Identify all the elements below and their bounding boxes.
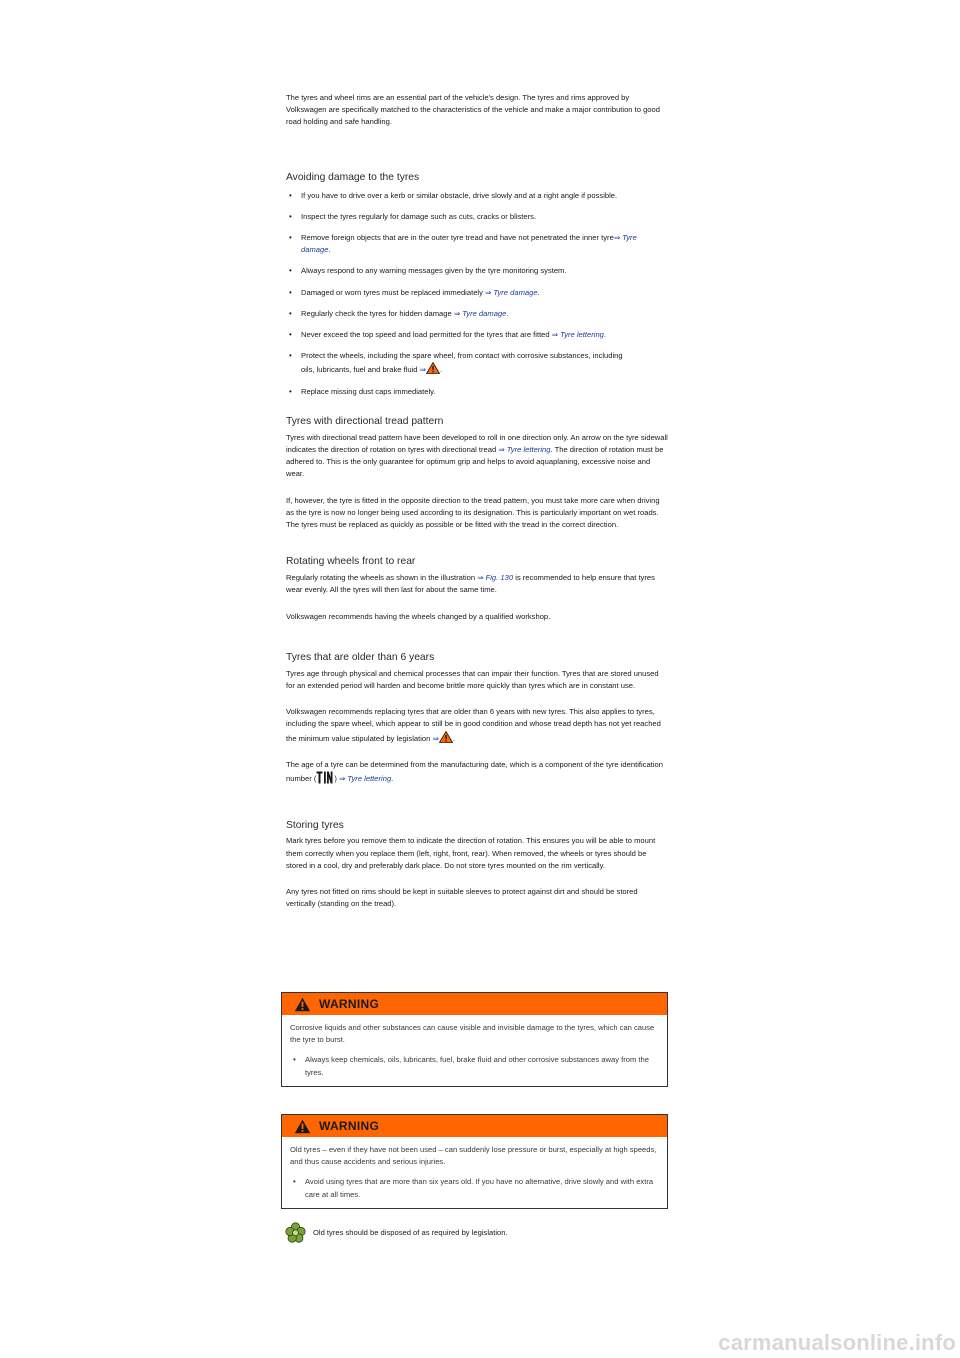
avoid-heading: Avoiding damage to the tyres xyxy=(286,171,420,183)
list-item: • Always keep chemicals, oils, lubricants, fuel, brake fluid and other corrosive substances away from the tyres. xyxy=(290,1054,659,1078)
warning-triangle-icon[interactable] xyxy=(439,731,453,743)
warning-header xyxy=(282,1115,667,1137)
storing-paragraph-2: Any tyres not fitted on rims should be kept in suitable sleeves to protect against dirt and should be stored vertically (standing on the tread). xyxy=(286,886,638,909)
directional-heading: Tyres with directional tread pattern xyxy=(286,415,444,427)
list-item: • Replace missing dust caps immediately. xyxy=(286,386,668,398)
warning-text: Corrosive liquids and other substances can cause visible and invisible damage to the tyres, which can cause the tyre to burst. xyxy=(290,1023,655,1045)
list-item: • Damaged or worn tyres must be replaced immediately ⇒ Tyre damage. xyxy=(286,287,668,299)
warning-box-old-tyres xyxy=(281,1114,668,1209)
tyre-lettering-link[interactable]: ⇒ Tyre lettering xyxy=(498,445,551,455)
directional-paragraph-1: Tyres with directional tread pattern have been developed to roll in one direction only. An arrow on the tyre sidewall indicates the direction of rotation on tyres with directional tread ⇒ Tyre lettering. The direction of rotation must be adhered to. This is the only guarantee for optimum grip and helps to avoid aquaplaning, excessive noise and wear. xyxy=(286,432,668,479)
tin-icon xyxy=(316,771,334,784)
warning-text: Old tyres – even if they have not been used – can suddenly lose pressure or burst, especially at high speeds, and thus cause accidents and serious injuries. xyxy=(290,1145,657,1167)
intro-paragraph: The tyres and wheel rims are an essential part of the vehicle's design. The tyres and rims approved by Volkswagen are specifically matched to the characteristics of the vehicle and make a major contribution to good road holding and safe handling. xyxy=(286,93,660,127)
list-item: • Never exceed the top speed and load permitted for the tyres that are fitted ⇒ Tyre lettering. xyxy=(286,329,668,341)
rotating-heading: Rotating wheels front to rear xyxy=(286,556,416,568)
tyre-damage-link[interactable]: ⇒ Tyre damage xyxy=(301,233,637,255)
rotating-paragraph-2: Volkswagen recommends having the wheels changed by a qualified workshop. xyxy=(286,611,551,621)
older-paragraph-2: Volkswagen recommends replacing tyres that are older than 6 years with new tyres. This also applies to tyres, including the spare wheel, which appear to still be in good condition and whose tread depth has not yet reached the minimum value stipulated by legislation ⇒ . xyxy=(286,707,661,743)
list-item: • If you have to drive over a kerb or similar obstacle, drive slowly and at a right angle if possible. xyxy=(286,190,668,202)
storing-paragraph-1: Mark tyres before you remove them to indicate the direction of rotation. This ensures you will be able to mount them correctly when you replace them (left, right, front, rear). When removed, the wheels or tyres should be stored in a cool, dry and preferably dark place. Do not store tyres mounted on the rim vertically. xyxy=(286,836,656,870)
warning-list xyxy=(290,1176,659,1200)
storing-heading: Storing tyres xyxy=(286,820,344,832)
list-item: • Avoid using tyres that are more than six years old. If you have no alternative, drive slowly and with extra care at all times. xyxy=(290,1176,659,1200)
warning-triangle-icon xyxy=(294,997,311,1012)
warning-box-corrosive xyxy=(281,992,668,1087)
tyre-lettering-link[interactable]: ⇒ Tyre lettering xyxy=(551,330,604,340)
list-item: • Always respond to any warning messages given by the tyre monitoring system. xyxy=(286,265,668,277)
page-content xyxy=(286,92,668,910)
older-paragraph-1: Tyres age through physical and chemical processes that can impair their function. Tyres that are stored unused for an extended period will harden and become brittle more quickly than tyres which are in constant use. xyxy=(286,668,659,691)
warning-title: WARNING xyxy=(319,997,380,1011)
warning-header xyxy=(282,993,667,1015)
link-arrow: ⇒ xyxy=(419,365,427,375)
environment-text: Old tyres should be disposed of as required by legislation. xyxy=(313,1228,508,1237)
list-item: • Remove foreign objects that are in the outer tyre tread and have not penetrated the inner tyre⇒ Tyre damage. xyxy=(286,232,668,256)
warning-list xyxy=(290,1054,659,1078)
watermark: carmanualsonline.info xyxy=(718,1330,956,1355)
list-item: • Protect the wheels, including the spare wheel, from contact with corrosive substances, including oils, lubricants, fuel and brake fluid ⇒ . xyxy=(286,350,668,376)
list-item: • Inspect the tyres regularly for damage such as cuts, cracks or blisters. xyxy=(286,211,668,223)
tyre-damage-link[interactable]: ⇒ Tyre damage xyxy=(453,308,507,318)
warning-body xyxy=(282,1137,667,1208)
list-item: • Regularly check the tyres for hidden damage ⇒ Tyre damage. xyxy=(286,308,668,320)
warning-body xyxy=(282,1015,667,1086)
avoid-list xyxy=(286,190,668,398)
environment-flower-icon xyxy=(285,1222,306,1243)
rotating-paragraph-1: Regularly rotating the wheels as shown in the illustration ⇒ Fig. 130 is recommended to help ensure that tyres wear evenly. All the tyres will then last for about the same time. xyxy=(286,573,655,595)
older-paragraph-3: The age of a tyre can be determined from the manufacturing date, which is a component of the tyre identification number ( ) ⇒ Tyre lettering. xyxy=(286,759,663,784)
warning-title: WARNING xyxy=(319,1119,380,1133)
tyre-damage-link[interactable]: ⇒ Tyre damage xyxy=(485,287,538,297)
directional-paragraph-2: If, however, the tyre is fitted in the opposite direction to the tread pattern, you must take more care when driving as the tyre is now no longer being used according to its designation. This is particularly important on wet roads. The tyres must be replaced as quickly as possible or be fitted with the tread in the correct direction. xyxy=(286,495,660,530)
environment-note xyxy=(285,1222,508,1243)
warning-triangle-icon xyxy=(294,1119,311,1134)
link-arrow: ⇒ xyxy=(432,733,439,743)
older-heading: Tyres that are older than 6 years xyxy=(286,651,435,663)
fig-130-link[interactable]: ⇒ Fig. 130 xyxy=(477,573,514,583)
tyre-lettering-link[interactable]: ⇒ Tyre lettering xyxy=(339,774,392,784)
warning-triangle-icon[interactable] xyxy=(426,362,440,374)
